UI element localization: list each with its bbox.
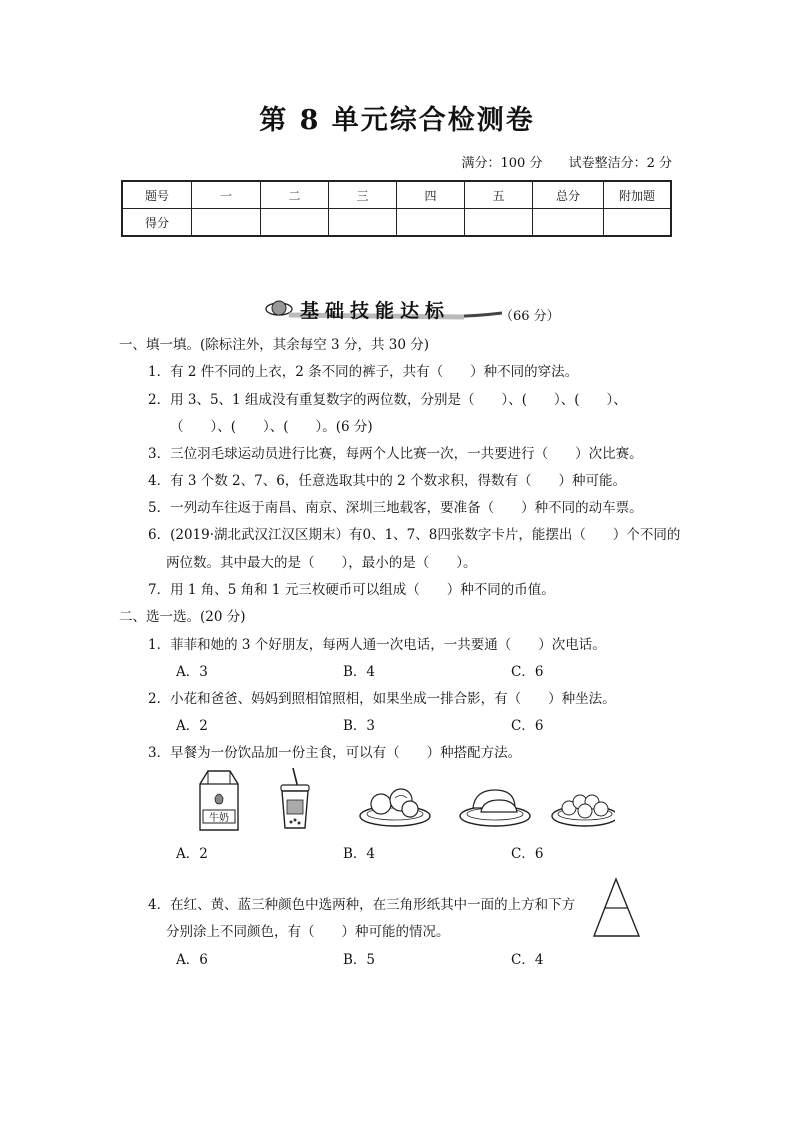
- section-title: 基础技能达标: [300, 300, 451, 322]
- part2-q4a: 4．在红、黄、蓝三种颜色中选两种，在三角形纸其中一面的上方和下方: [148, 897, 576, 913]
- score-input-cell[interactable]: [261, 209, 329, 237]
- part1-heading: 一、填一填。(除标注外，其余每空 3 分，共 30 分): [119, 337, 429, 353]
- part1-q5: 5．一列动车往返于南昌、南京、深圳三地载客，要准备（ ）种不同的动车票。: [148, 500, 643, 516]
- page-title: 第 8 单元综合检测卷: [259, 105, 535, 136]
- breakfast-pictures: [195, 768, 615, 834]
- score-header-cell: 一: [192, 181, 261, 209]
- drink-cup-icon: [281, 768, 309, 828]
- q2-option-a[interactable]: A．2: [176, 718, 208, 734]
- tidy-score: 试卷整洁分：2 分: [568, 156, 672, 171]
- steamed-buns-plate-icon: [360, 789, 430, 826]
- triangle-paper-icon: [592, 877, 642, 939]
- part1-q7: 7．用 1 角、5 角和 1 元三枚硬币可以组成（ ）种不同的币值。: [148, 582, 555, 598]
- q1-option-c[interactable]: C．6: [511, 664, 544, 680]
- q1-option-b[interactable]: B．4: [343, 664, 376, 680]
- q4-option-c[interactable]: C．4: [511, 952, 544, 968]
- score-header-cell: 三: [329, 181, 397, 209]
- part1-q2b: （ ）、( ）、( ）。(6 分): [170, 419, 373, 435]
- part1-q6b: 两位数。其中最大的是（ ），最小的是（ ）。: [166, 555, 477, 571]
- part1-q4: 4．有 3 个数 2、7、6，任意选取其中的 2 个数求积，得数有（ ）种可能。: [148, 473, 626, 489]
- score-header-cell: 四: [397, 181, 465, 209]
- score-input-cell[interactable]: [604, 209, 672, 237]
- part1-q6a: 6．(2019·湖北武汉江汉区期末）有0、1、7、8四张数字卡片，能摆出（ ）个不同的: [148, 527, 681, 543]
- q3-option-b[interactable]: B．4: [343, 846, 376, 862]
- score-row-label: 得分: [122, 209, 192, 237]
- q4-option-a[interactable]: A．6: [176, 952, 208, 968]
- section-points: （66 分）: [500, 309, 560, 324]
- q2-option-b[interactable]: B．3: [343, 718, 376, 734]
- full-score: 满分：100 分: [461, 156, 543, 171]
- dumplings-plate-icon: [552, 795, 615, 826]
- score-header-cell: 二: [261, 181, 329, 209]
- part2-q4b: 分别涂上不同颜色，有（ ）种可能的情况。: [166, 924, 450, 940]
- q4-option-b[interactable]: B．5: [343, 952, 376, 968]
- bread-plate-icon: [460, 790, 530, 826]
- score-table-header-row: [122, 181, 671, 209]
- part2-q3: 3．早餐为一份饮品加一份主食，可以有（ ）种搭配方法。: [148, 745, 522, 761]
- score-input-cell[interactable]: [397, 209, 465, 237]
- score-table-score-row: [122, 209, 671, 237]
- q3-option-a[interactable]: A．2: [176, 846, 208, 862]
- part1-q1: 1．有 2 件不同的上衣，2 条不同的裤子，共有（ ）种不同的穿法。: [148, 364, 579, 380]
- part2-heading: 二、选一选。(20 分): [119, 609, 246, 625]
- score-header-cell: 题号: [122, 181, 192, 209]
- part1-q2a: 2．用 3、5、1 组成没有重复数字的两位数，分别是（ ）、( ）、( ）、: [148, 392, 627, 408]
- part1-q3: 3．三位羽毛球运动员进行比赛，每两个人比赛一次，一共要进行（ ）次比赛。: [148, 446, 643, 462]
- score-input-cell[interactable]: [465, 209, 533, 237]
- score-header-cell: 附加题: [604, 181, 672, 209]
- milk-label: 牛奶: [209, 813, 229, 824]
- score-info: [440, 152, 673, 171]
- score-header-cell: 总分: [533, 181, 604, 209]
- q3-option-c[interactable]: C．6: [511, 846, 544, 862]
- score-input-cell[interactable]: [192, 209, 261, 237]
- part2-q2: 2．小花和爸爸、妈妈到照相馆照相，如果坐成一排合影，有（ ）种坐法。: [148, 691, 616, 707]
- score-header-cell: 五: [465, 181, 533, 209]
- score-input-cell[interactable]: [329, 209, 397, 237]
- score-input-cell[interactable]: [533, 209, 604, 237]
- milk-carton-icon: [200, 771, 238, 830]
- q1-option-a[interactable]: A．3: [176, 664, 208, 680]
- q2-option-c[interactable]: C．6: [511, 718, 544, 734]
- part2-q1: 1．菲菲和她的 3 个好朋友，每两人通一次电话，一共要通（ ）次电话。: [148, 637, 606, 653]
- score-table: [121, 180, 672, 237]
